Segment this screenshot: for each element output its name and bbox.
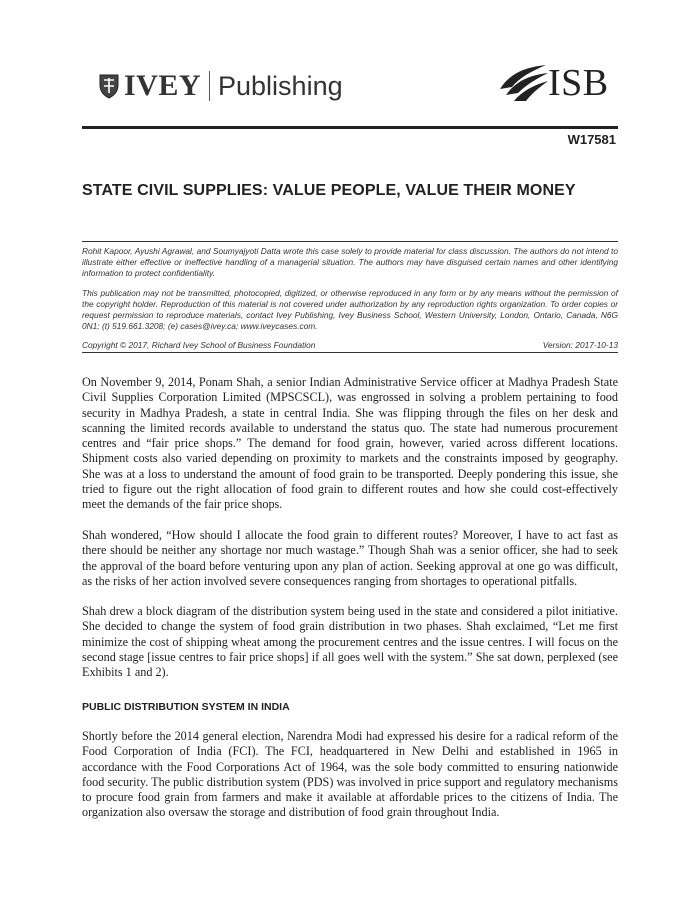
ivey-publishing-logo bbox=[98, 66, 343, 106]
ivey-brand-text: IVEY bbox=[124, 69, 202, 102]
copyright-line bbox=[82, 340, 618, 350]
permission-note: This publication may not be transmitted, photocopied, digitized, or otherwise reproduced in any form or by any means without the permission of the copyright holder. Reproduction of this material is not covered under authorization by any reproduction rights organization. To order copies or request permission to reproduce materials, contact Ivey Publishing, Ivey Business School, Western University, London, Ontario, Canada, N6G 0N1; (t) 519.661.3208; (e) cases@ivey.ca; www.iveycases.com. bbox=[82, 288, 618, 331]
copyright-text: Copyright © 2017, Richard Ivey School of Business Foundation bbox=[82, 340, 316, 350]
header-rule bbox=[82, 126, 618, 129]
authors-note: Rohit Kapoor, Ayushi Agrawal, and Soumyajyoti Datta wrote this case solely to provide material for class discussion. The authors do not intend to illustrate either effective or ineffective handling of a managerial situation. The authors may have disguised certain names and other identifying information to protect confidentiality. bbox=[82, 246, 618, 278]
ivey-shield-icon bbox=[98, 73, 120, 99]
logo-divider bbox=[209, 71, 210, 101]
body-paragraph-1: On November 9, 2014, Ponam Shah, a senior Indian Administrative Service officer at Madhya Pradesh State Civil Supplies Corporation Limited (MPSCSCL), was engrossed in solving a problem pertaining to food security in Madhya Pradesh, a state in central India. She was flipping through the files on her desk and scanning the limited records available to understand the status quo. The state had numerous procurement centres and “fair price shops.” The demand for food grain, however, varied across different locations. Shipment costs also varied depending on proximity to markets and the constraints imposed by geography. She was at a loss to understand the amount of food grain to be transported. Deeply pondering this issue, she tried to figure out the right allocation of food grain to different routes and how she could cost-effectively meet the demands of the fair price shops. bbox=[82, 375, 618, 512]
case-number: W17581 bbox=[567, 132, 616, 147]
body-paragraph-2: Shah wondered, “How should I allocate the food grain to different routes? Moreover, I have to act fast as there should be neither any shortage nor much wastage.” Though Shah was a senior officer, she had to seek the approval of the board before venturing upon any plan of action. Seeking approval at one go was difficult, as the risks of her action involved severe consequences ranging from shortages to operational pitfalls. bbox=[82, 528, 618, 588]
disclaimer-top-rule bbox=[82, 241, 618, 242]
section-heading: PUBLIC DISTRIBUTION SYSTEM IN INDIA bbox=[82, 701, 290, 713]
case-title: STATE CIVIL SUPPLIES: VALUE PEOPLE, VALUE THEIR MONEY bbox=[82, 182, 576, 199]
isb-logo bbox=[496, 58, 616, 108]
disclaimer-bottom-rule bbox=[82, 352, 618, 353]
isb-brand-text: ISB bbox=[548, 62, 609, 104]
publishing-text: Publishing bbox=[218, 70, 343, 101]
version-text: Version: 2017-10-13 bbox=[542, 340, 618, 350]
isb-swoosh-icon bbox=[496, 59, 552, 107]
body-paragraph-4: Shortly before the 2014 general election, Narendra Modi had expressed his desire for a radical reform of the Food Corporation of India (FCI). The FCI, headquartered in New Delhi and established in 1965 in accordance with the Food Corporations Act of 1964, was the sole body committed to ensuring nationwide food security. The public distribution system (PDS) was involved in price support and regulatory mechanisms to procure food grain from farmers and make it available at affordable prices to the citizens of India. The organization also oversaw the storage and distribution of food grain throughout India. bbox=[82, 729, 618, 820]
body-paragraph-3: Shah drew a block diagram of the distribution system being used in the state and considered a pilot initiative. She decided to change the system of food grain distribution in two phases. Shah exclaimed, “Let me first minimize the cost of shipping wheat among the procurement centres and the issue centres. I will focus on the second stage [issue centres to fair price shops] if all goes well with the system.” She sat down, perplexed (see Exhibits 1 and 2). bbox=[82, 604, 618, 680]
